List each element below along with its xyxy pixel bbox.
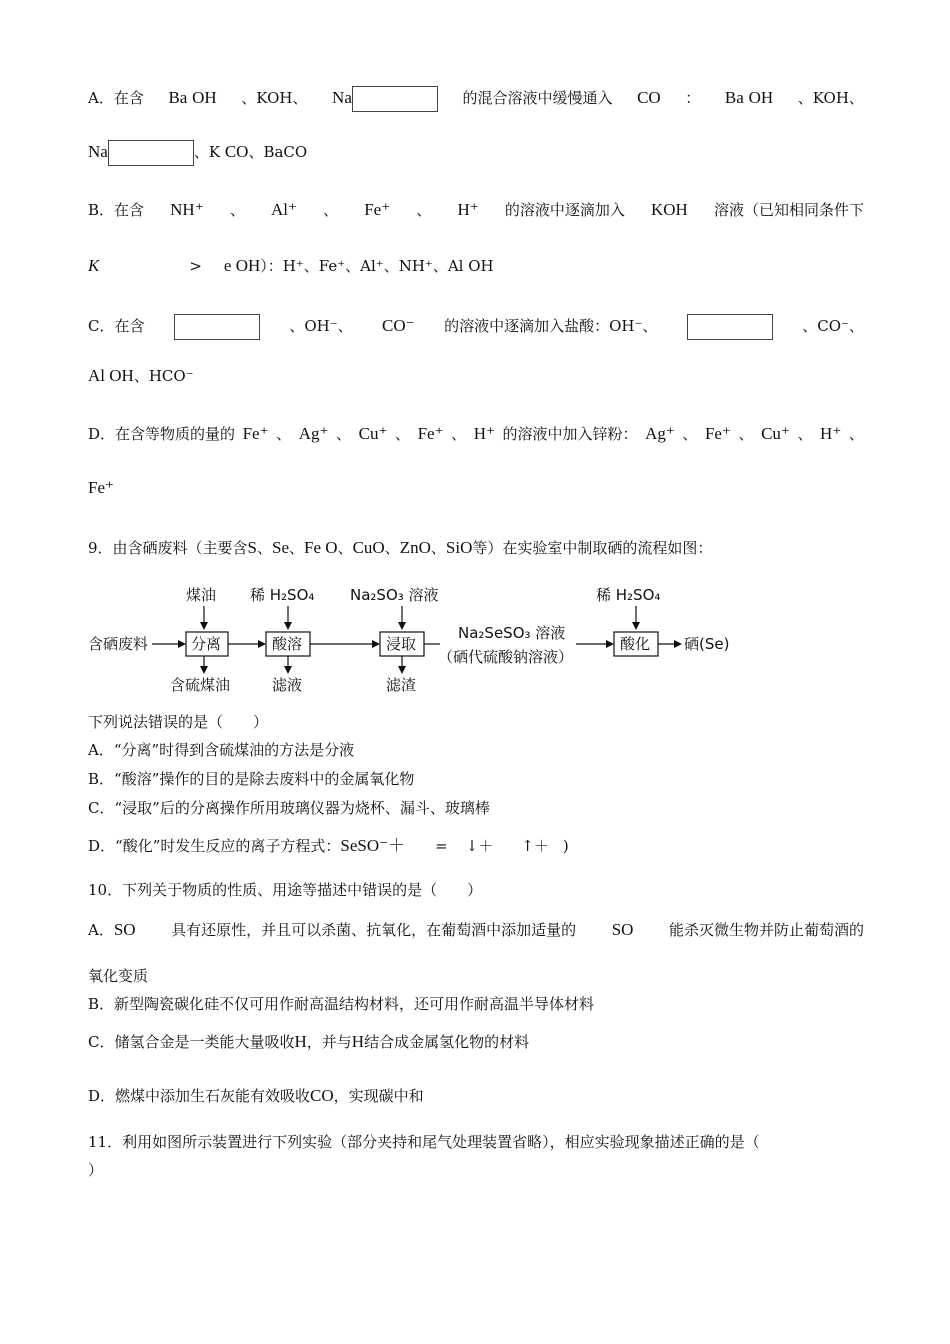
formula: [174, 314, 260, 340]
flow-product: 硒(Se): [684, 635, 730, 653]
text: 、CO⁻、: [802, 317, 864, 335]
formula: H: [351, 1032, 365, 1051]
text: 、KOH、: [241, 89, 308, 107]
formula: [168, 86, 216, 112]
text: 、: [394, 425, 410, 443]
text: 、: [451, 425, 467, 443]
formula: Fe⁺: [704, 424, 731, 443]
formula: KOH: [650, 200, 688, 219]
q11-stem-line2: ）: [88, 1161, 104, 1179]
text: C．储氢合金是一类能大量吸收: [88, 1033, 295, 1051]
text-part: A．: [88, 921, 114, 939]
formula: CO: [224, 142, 249, 161]
text: 、: [323, 201, 339, 219]
flow-arrowhead: [258, 640, 266, 648]
q8-option-c-line2: [88, 364, 194, 388]
text: 9．由含硒废料（主要含: [88, 539, 248, 557]
text: 、: [229, 201, 245, 219]
flow-step4-in: 稀 H₂SO₄: [596, 586, 661, 604]
q9-option-c: C．“浸取”后的分离操作所用玻璃仪器为烧杯、漏斗、玻璃棒: [88, 799, 490, 817]
formula: Se: [272, 538, 290, 557]
formula: ): [562, 837, 569, 855]
formula: Fe O: [304, 538, 338, 557]
text: 、: [682, 425, 698, 443]
text: ，并与: [306, 1033, 352, 1051]
formula: H⁺: [473, 424, 495, 443]
formula: Al OH: [88, 366, 134, 385]
flow-arrowhead: [674, 640, 682, 648]
formula: H⁺: [457, 200, 479, 219]
text: 、: [384, 539, 400, 557]
formula: CO⁻: [382, 316, 415, 335]
bracket: [108, 140, 189, 166]
formula: ↓＋: [465, 837, 494, 855]
text: 的溶液中加入锌粉：: [502, 425, 638, 443]
formula: CO: [637, 88, 661, 107]
formula: NH⁺: [170, 200, 204, 219]
formula: CO: [310, 1086, 334, 1105]
flow-arrowhead: [178, 640, 186, 648]
formula: 、HCO⁻: [133, 367, 194, 385]
q8-option-a-line2: [88, 140, 307, 166]
formula: S: [247, 538, 258, 557]
q8-option-c-line1: [88, 314, 864, 340]
flow-arrowhead: [200, 666, 208, 674]
text: [88, 918, 136, 942]
q9-option-b: B．“酸溶”操作的目的是除去废料中的金属氧化物: [88, 770, 415, 788]
flow-step3: 浸取: [386, 635, 417, 653]
flow-step1: 分离: [191, 635, 222, 653]
bracket: [174, 314, 255, 340]
q9-option-a: A．“分离”时得到含硫煤油的方法是分液: [88, 741, 355, 759]
text: 等）在实验室中制取硒的流程如图：: [472, 539, 713, 557]
bracket: [768, 314, 773, 340]
q8-option-d-line1: [88, 422, 864, 446]
text: 、: [797, 425, 813, 443]
q10-option-b: B．新型陶瓷碳化硅不仅可用作耐高温结构材料，还可用作耐高温半导体材料: [88, 995, 595, 1013]
text: 溶液（已知相同条件下: [713, 201, 864, 219]
formula-part: OH: [192, 88, 217, 107]
q10-option-a-line1: [88, 918, 864, 942]
text: 、: [336, 425, 352, 443]
flow-intermediate: Na₂SeSO₃ 溶液: [458, 624, 566, 642]
text: 的溶液中逐滴加入盐酸：OH⁻、: [444, 317, 658, 335]
flow-step2: 酸溶: [272, 635, 303, 653]
q9-stem: [88, 536, 712, 560]
bracket: [352, 86, 433, 112]
formula: Al⁺: [270, 200, 297, 219]
text: D．在含等物质的量的: [88, 425, 236, 443]
text: 、: [337, 539, 353, 557]
formula: [725, 86, 773, 112]
flow-step1-out: 含硫煤油: [170, 676, 231, 694]
text: ）：H⁺、Fe⁺、Al⁺、NH⁺、Al OH: [260, 257, 494, 275]
formula-part: Ba: [724, 88, 744, 107]
flow-step3-out: 滤渣: [386, 676, 417, 694]
formula: Cu⁺: [761, 424, 790, 443]
flow-arrowhead: [200, 622, 208, 630]
formula: CuO: [352, 538, 385, 557]
bracket: [255, 314, 260, 340]
formula: [687, 314, 773, 340]
text: 、: [289, 539, 305, 557]
formula: Cu⁺: [358, 424, 388, 443]
q8-option-b-line1: [88, 198, 864, 222]
text: 、: [416, 201, 432, 219]
text: 、KOH、: [797, 89, 864, 107]
text: 、: [848, 425, 864, 443]
text: 能杀灭微生物并防止葡萄酒的: [668, 921, 864, 939]
flow-arrowhead: [398, 622, 406, 630]
bracket: [687, 314, 768, 340]
text: C．在含: [88, 317, 145, 335]
q10-option-d: [88, 1084, 424, 1108]
formula: H: [294, 1032, 307, 1051]
flow-step4: 酸化: [620, 635, 651, 653]
flow-arrowhead: [372, 640, 380, 648]
formula: Fe⁺: [88, 478, 114, 497]
formula: K: [88, 256, 100, 275]
flow-arrowhead: [606, 640, 614, 648]
q10-stem: 10．下列关于物质的性质、用途等描述中错误的是（ ）: [88, 881, 483, 899]
text: 、: [430, 539, 446, 557]
formula: ZnO: [399, 538, 431, 557]
formula: SO: [611, 920, 634, 939]
formula: Na: [88, 142, 108, 161]
text: 、: [276, 425, 292, 443]
text: B．在含: [88, 201, 145, 219]
text: D．“酸化”时发生反应的离子方程式：: [88, 837, 341, 855]
flow-intermediate-note: （硒代硫酸钠溶液）: [438, 648, 574, 666]
formula-part: Ba: [168, 88, 188, 107]
q9-flow-diagram: [88, 582, 768, 702]
flow-arrowhead: [632, 622, 640, 630]
formula: e OH: [223, 256, 261, 275]
text: 的溶液中逐滴加入: [504, 201, 625, 219]
flow-arrowhead: [284, 622, 292, 630]
formula: SiO: [445, 538, 473, 557]
formula: 、K: [193, 143, 221, 161]
text: 的混合溶液中缓慢通入: [462, 89, 613, 107]
q8-option-b-line2: [88, 254, 494, 278]
formula: Fe⁺: [242, 424, 269, 443]
text: ，实现碳中和: [333, 1087, 424, 1105]
formula: =: [435, 837, 448, 855]
q10-option-c: [88, 1030, 529, 1054]
text: ：: [685, 89, 701, 107]
text: 结合成金属氢化物的材料: [364, 1033, 530, 1051]
flow-arrowhead: [398, 666, 406, 674]
flow-step2-out: 滤液: [272, 676, 303, 694]
flow-input: 含硒废料: [88, 635, 149, 653]
formula: [332, 86, 438, 112]
formula: 、BaCO: [248, 143, 308, 161]
text: 、OH⁻、: [289, 317, 353, 335]
flow-step1-in: 煤油: [186, 586, 217, 604]
q9-option-d: [88, 834, 569, 858]
q8-option-a-line1: [88, 86, 864, 112]
formula: Ag⁺: [298, 424, 329, 443]
flow-step2-in: 稀 H₂SO₄: [250, 586, 315, 604]
text: 、: [257, 539, 273, 557]
formula-part: OH: [748, 88, 774, 107]
formula: SeSO⁻＋: [340, 836, 406, 855]
q11-stem-line1: 11．利用如图所示装置进行下列实验（部分夹持和尾气处理装置省略），相应实验现象描述正确的是（: [88, 1133, 760, 1151]
formula: Ag⁺: [645, 424, 675, 443]
formula-part: Na: [332, 88, 352, 107]
flow-arrowhead: [284, 666, 292, 674]
formula: Fe⁺: [364, 200, 391, 219]
formula: >: [189, 257, 202, 275]
q9-question: 下列说法错误的是（ ）: [88, 713, 269, 731]
flow-step3-in: Na₂SO₃ 溶液: [350, 586, 439, 604]
text: 具有还原性，并且可以杀菌、抗氧化，在葡萄酒中添加适量的: [171, 921, 577, 939]
formula: Fe⁺: [417, 424, 444, 443]
text: 、: [738, 425, 754, 443]
q10-option-a-line2: 氧化变质: [88, 967, 149, 985]
formula: ↑＋: [521, 837, 549, 855]
formula: H⁺: [820, 424, 842, 443]
text: A．在含: [88, 89, 144, 107]
q8-option-d-line2: [88, 476, 114, 500]
text: D．燃煤中添加生石灰能有效吸收: [88, 1087, 311, 1105]
bracket: [433, 86, 438, 112]
formula: SO: [113, 920, 136, 939]
